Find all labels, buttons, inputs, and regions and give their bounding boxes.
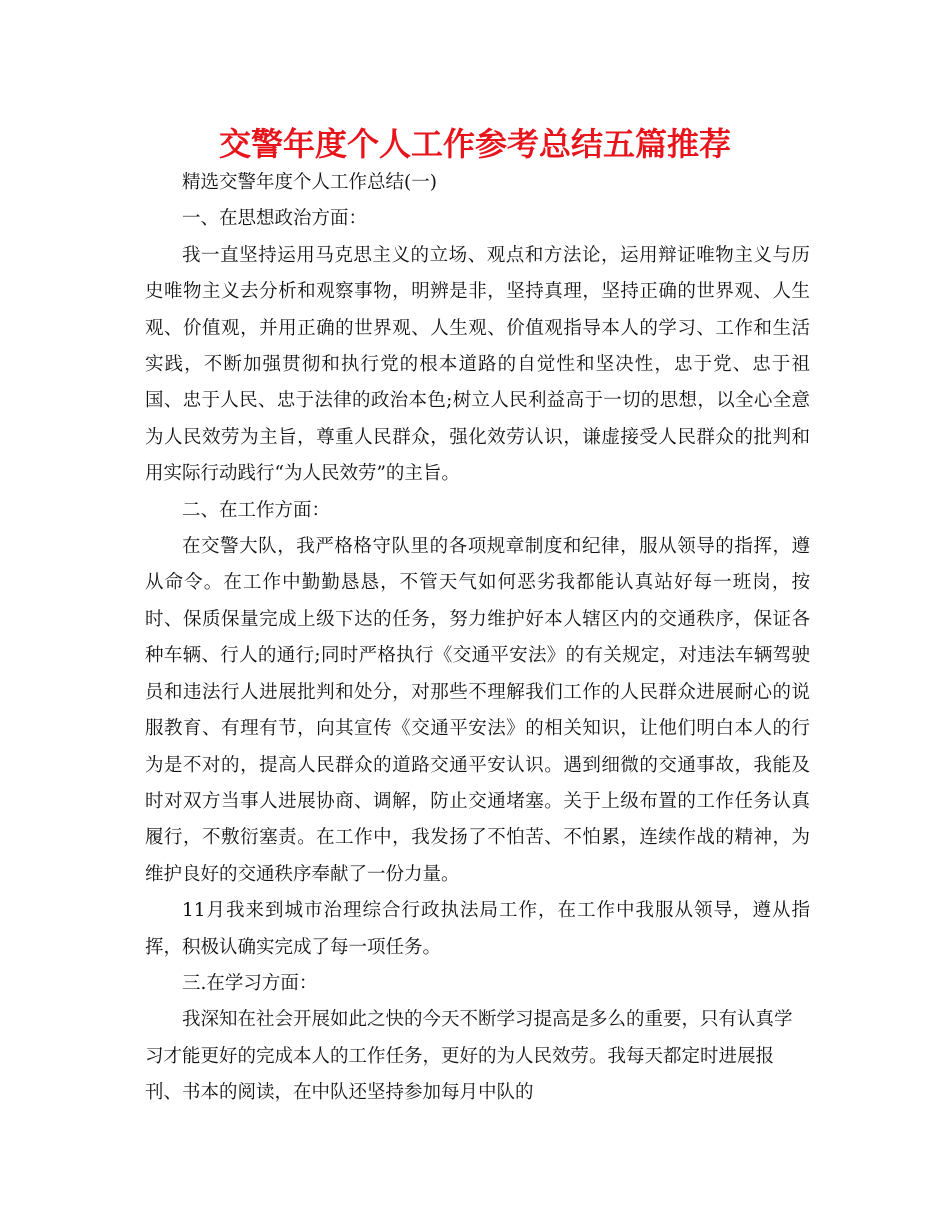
- paragraph-transfer: 11月我来到城市治理综合行政执法局工作，在工作中我服从领导，遵从指挥，积极认确实完成了每一项任务。: [145, 900, 810, 958]
- section-heading-study: 三.在学习方面：: [182, 972, 318, 994]
- section-heading-selected-summary: 精选交警年度个人工作总结(一): [182, 172, 437, 193]
- paragraph-study: 我深知在社会开展如此之快的今天不断学习提高是多么的重要，只有认真学习才能更好的完成本人的工作任务，更好的为人民效劳。我每天都定时进展报刊、书本的阅读，在中队还坚持参加每月中队的: [145, 1009, 793, 1104]
- paragraph-political: 我一直坚持运用马克思主义的立场、观点和方法论，运用辩证唯物主义与历史唯物主义去分析和观察事物，明辨是非，坚持真理，坚持正确的世界观、人生观、价值观，并用正确的世界观、人生观、价值观指导本人的学习、工作和生活实践，不断加强贯彻和执行党的根本道路的自觉性和坚决性，忠于党、忠于祖国、忠于人民、忠于法律的政治本色;树立人民利益高于一切的思想，以全心全意为人民效劳为主旨，尊重人民群众，强化效劳认识，谦虚接受人民群众的批判和用实际行动践行“为人民效劳”的主旨。: [145, 244, 810, 485]
- document-body: [145, 165, 810, 1112]
- section-heading-work: 二、在工作方面：: [182, 499, 331, 521]
- section-heading-political: 一、在思想政治方面：: [182, 208, 368, 230]
- document-title: 交警年度个人工作参考总结五篇推荐: [218, 125, 731, 163]
- paragraph-work: 在交警大队，我严格格守队里的各项规章制度和纪律，服从领导的指挥，遵从命令。在工作中勤勤恳恳，不管天气如何恶劣我都能认真站好每一班岗，按时、保质保量完成上级下达的任务，努力维护好本人辖区内的交通秩序，保证各种车辆、行人的通行;同时严格执行《交通平安法》的有关规定，对违法车辆驾驶员和违法行人进展批判和处分，对那些不理解我们工作的人民群众进展耐心的说服教育、有理有节，向其宣传《交通平安法》的相关知识，让他们明白本人的行为是不对的，提高人民群众的道路交通平安认识。遇到细微的交通事故，我能及时对双方当事人进展协商、调解，防止交通堵塞。关于上级布置的工作任务认真履行，不敷衍塞责。在工作中，我发扬了不怕苦、不怕累，连续作战的精神，为维护良好的交通秩序奉献了一份力量。: [145, 536, 810, 885]
